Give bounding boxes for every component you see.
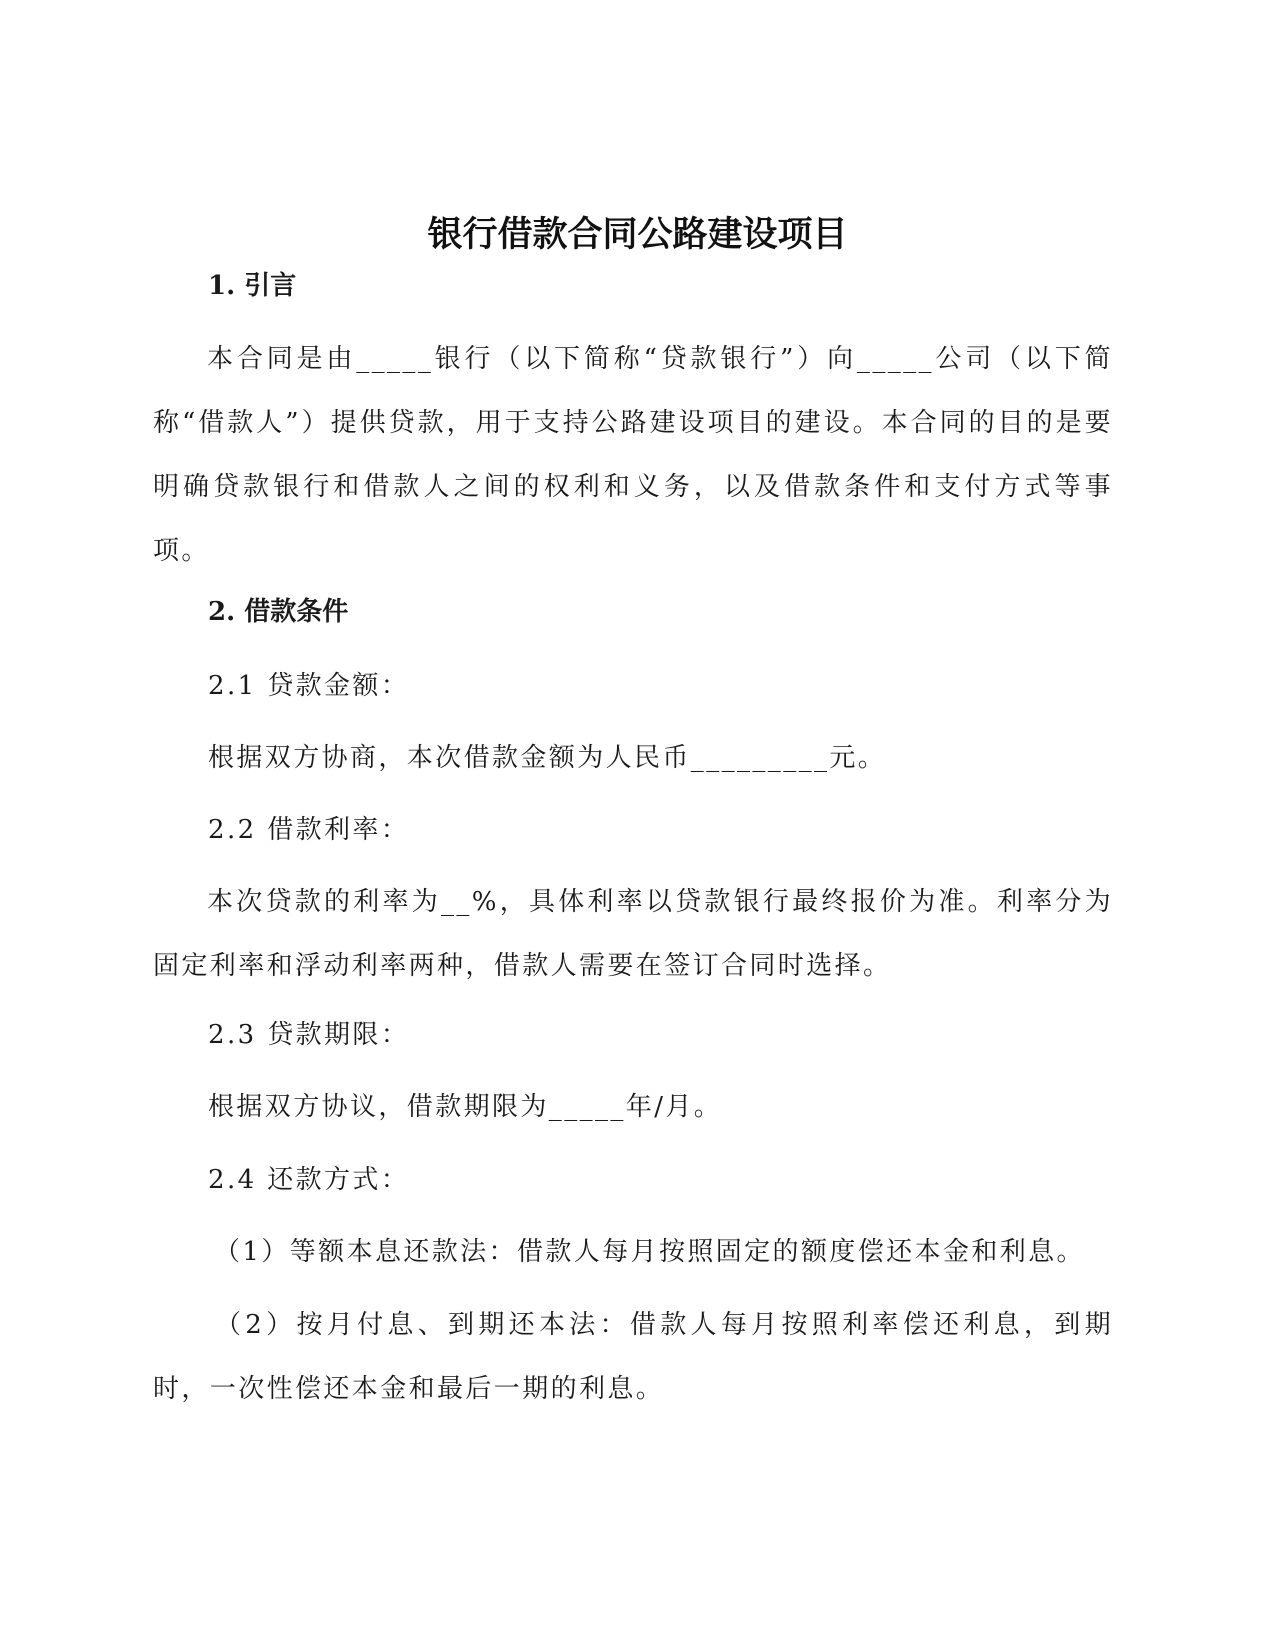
- repayment-item-equal-installment: （1）等额本息还款法：借款人每月按照固定的额度偿还本金和利息。: [214, 1237, 1085, 1267]
- document-title: 银行借款合同公路建设项目: [427, 215, 848, 255]
- introduction-paragraph: 本合同是由_____银行（以下简称“贷款银行”）向_____公司（以下简称“借款人”）提供贷款，用于支持公路建设项目的建设。本合同的目的是要明确贷款银行和借款人之间的权利和义务，以及借款条件和支付方式等事项。: [153, 344, 1113, 566]
- repayment-item-monthly-interest: （2）按月付息、到期还本法：借款人每月按照利率偿还利息，到期时，一次性偿还本金和最后一期的利息。: [153, 1310, 1113, 1404]
- interest-rate-text: 本次贷款的利率为__%，具体利率以贷款银行最终报价为准。利率分为固定利率和浮动利率两种，借款人需要在签订合同时选择。: [153, 887, 1113, 981]
- subsection-label-loan-amount: 2.1 贷款金额：: [208, 671, 410, 701]
- loan-amount-text: 根据双方协商，本次借款金额为人民币_________元。: [208, 743, 887, 773]
- subsection-label-repayment-method: 2.4 还款方式：: [208, 1165, 410, 1195]
- section-heading-loan-conditions: 2. 借款条件: [208, 597, 349, 627]
- loan-term-text: 根据双方协议，借款期限为_____年/月。: [208, 1092, 723, 1122]
- section-heading-introduction: 1. 引言: [208, 271, 297, 301]
- subsection-label-interest-rate: 2.2 借款利率：: [208, 815, 410, 845]
- subsection-label-loan-term: 2.3 贷款期限：: [208, 1020, 410, 1050]
